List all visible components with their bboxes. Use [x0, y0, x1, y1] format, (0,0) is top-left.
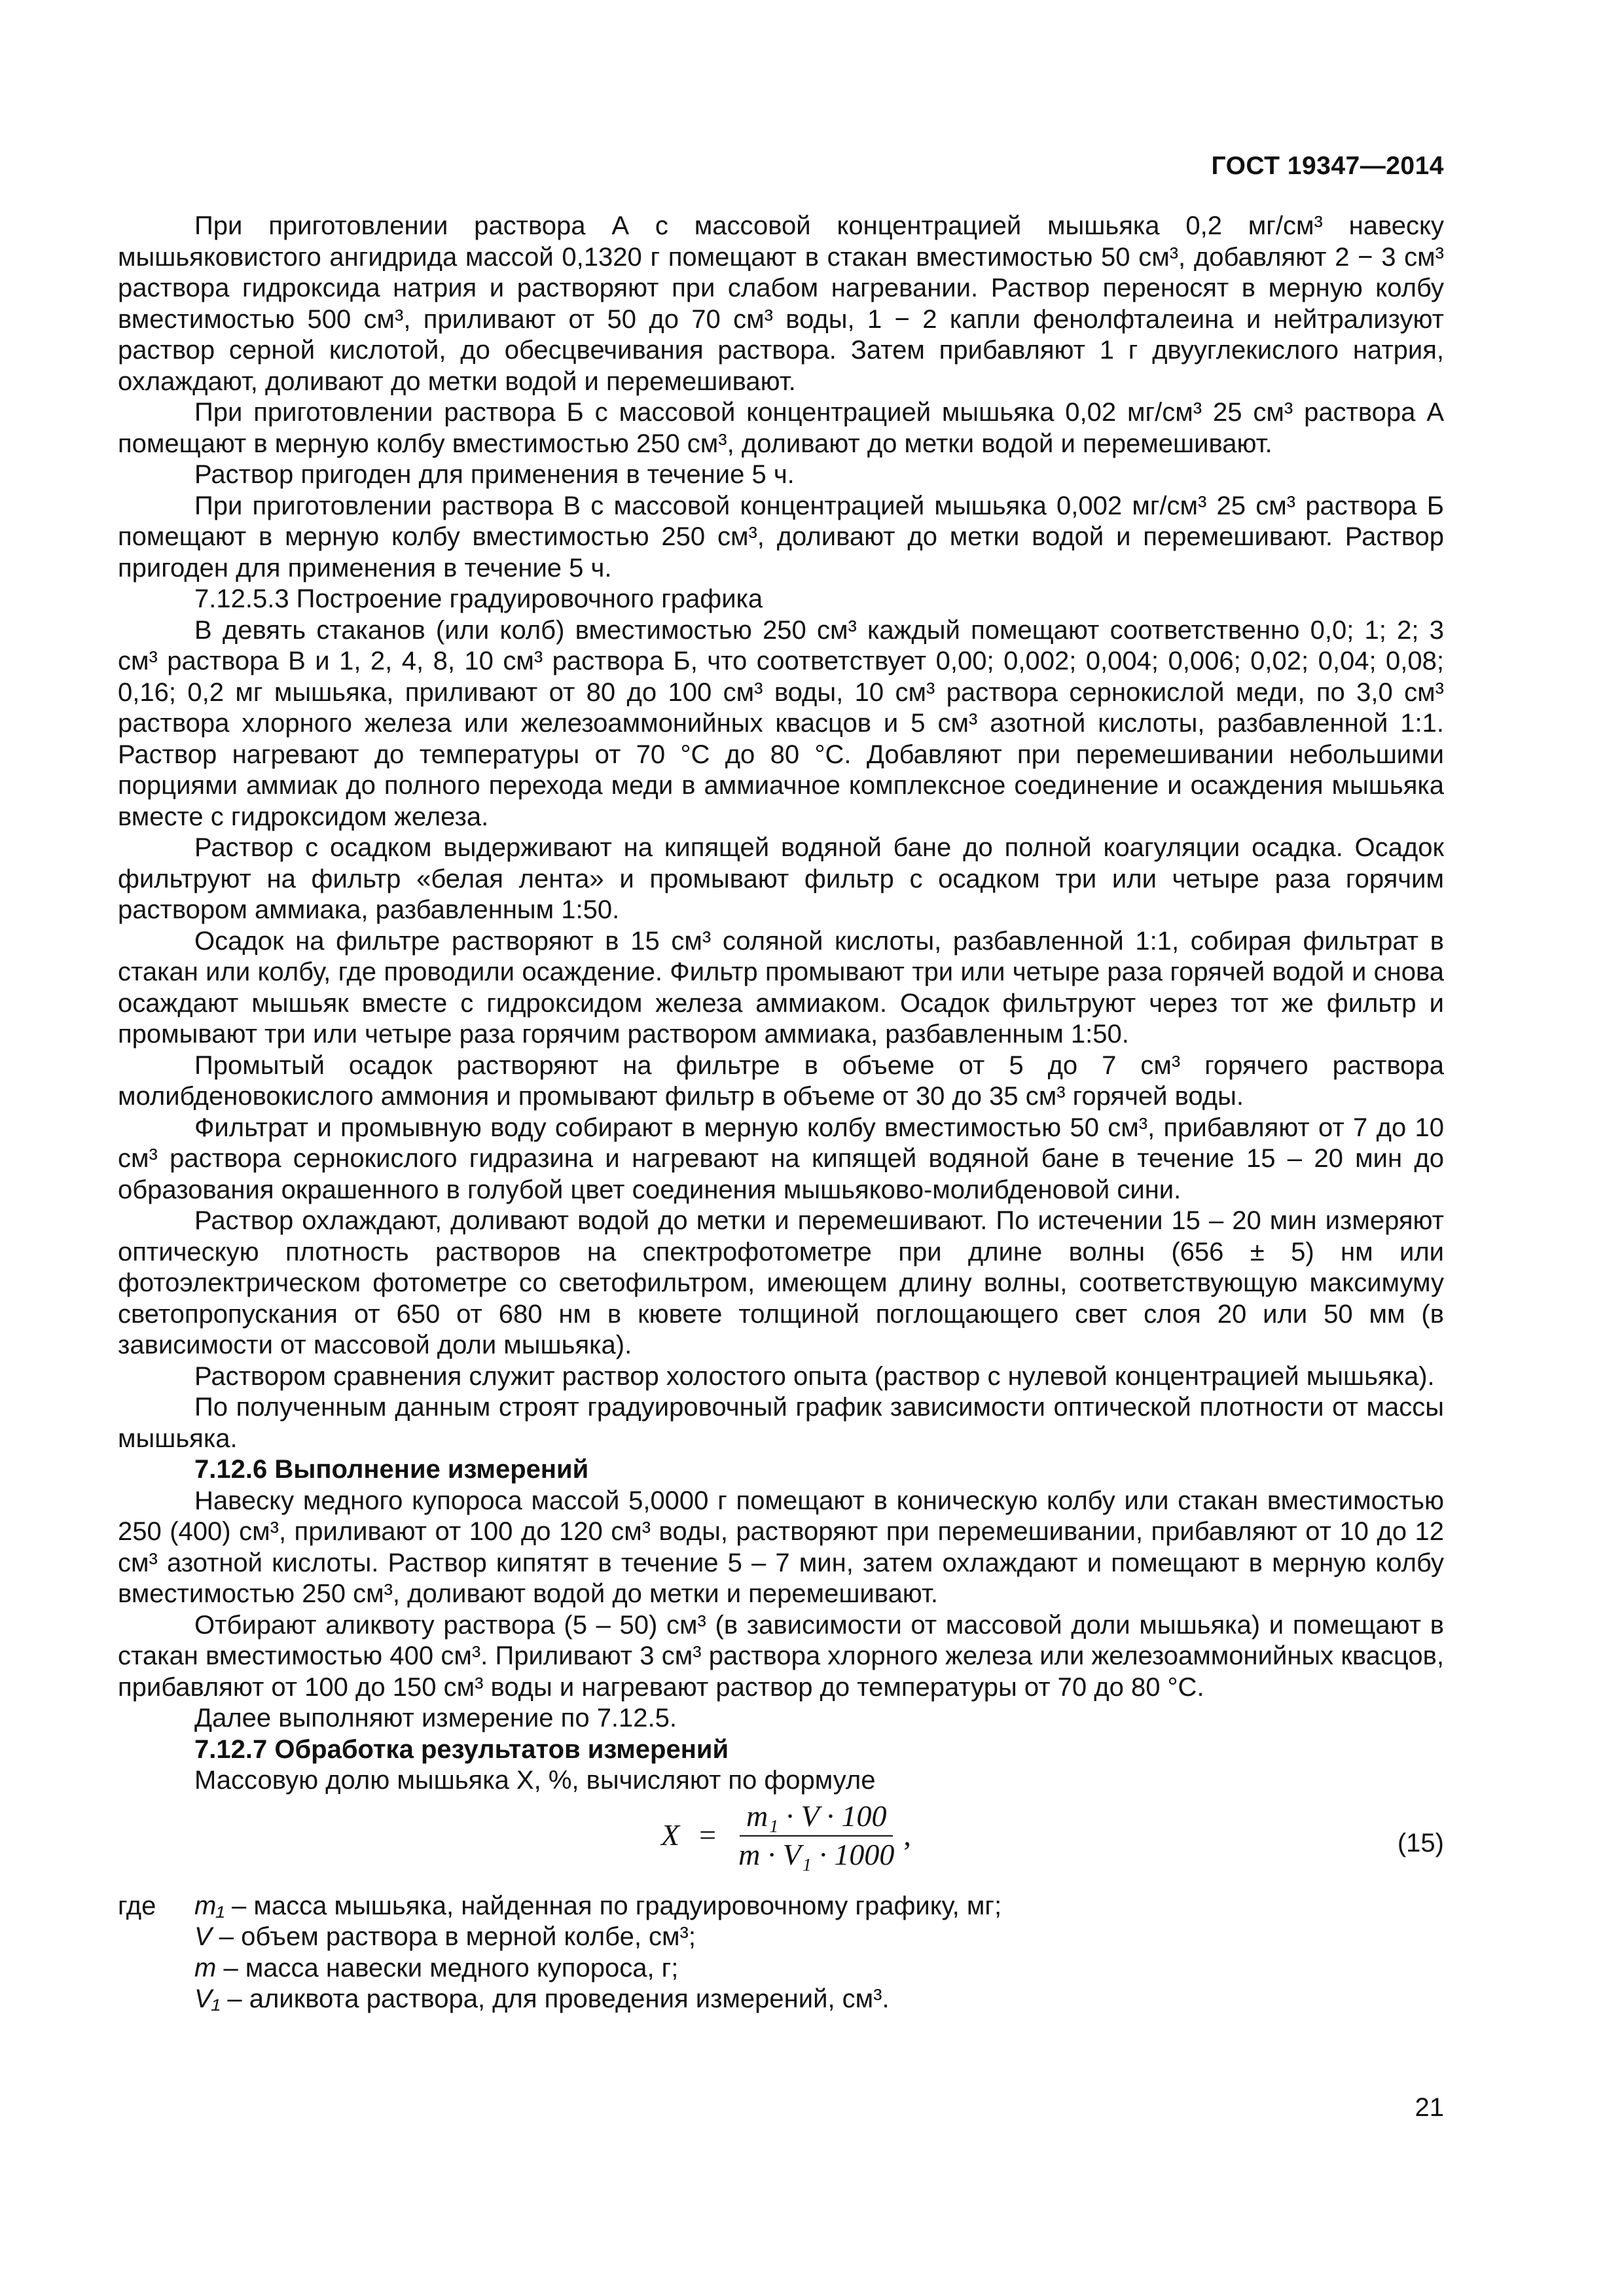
definition-row — [118, 1953, 1444, 1984]
section-heading-measurements: 7.12.6 Выполнение измерений — [194, 1455, 589, 1484]
definition-symbol: m — [194, 1953, 217, 1982]
definition-text: – масса навески медного купороса, г; — [216, 1953, 679, 1982]
paragraph: Осадок на фильтре растворяют в 15 см³ соляной кислоты, разбавленной 1:1, собирая фильтрат в стакан или колбу, где проводили осаждение. Фильтр промывают три или четыре раза горячей водой и снова осаждают мышьяк вместе с гидроксидом железа аммиаком. Осадок фильтруют через тот же фильтр и промывают три или четыре раза горячим раствором аммиака, разбавленным 1:50. — [118, 926, 1444, 1049]
paragraph: Фильтрат и промывную воду собирают в мерную колбу вместимостью 50 см³, прибавляют от 7 до 10 см³ раствора сернокислого гидразина и нагревают на кипящей водяной бане в течение 15 – 20 мин до образования окрашенного в голубой цвет соединения мышьяково-молибденовой сини. — [118, 1113, 1444, 1204]
paragraph: Промытый осадок растворяют на фильтре в объеме от 5 до 7 см³ горячего раствора молибденовокислого аммония и промывают фильтр в объеме от 30 до 35 см³ горячей воды. — [118, 1050, 1444, 1111]
paragraph: При приготовлении раствора А с массовой концентрацией мышьяка 0,2 мг/см³ навеску мышьяковистого ангидрида массой 0,1320 г помещают в стакан вместимостью 50 см³, добавляют 2 − 3 см³ раствора гидроксида натрия и растворяют при слабом нагревании. Раствор переносят в мерную колбу вместимостью 500 см³, приливают от 50 до 70 см³ воды, 1 − 2 капли фенолфталеина и нейтрализуют раствор серной кислотой, до обесцвечивания раствора. Затем прибавляют 1 г двууглекислого натрия, охлаждают, доливают до метки водой и перемешивают. — [118, 211, 1444, 396]
paragraph: Раствор с осадком выдерживают на кипящей водяной бане до полной коагуляции осадка. Осадок фильтруют на фильтр «белая лента» и промывают фильтр с осадком три или четыре раза горячим раствором аммиака, разбавленным 1:50. — [118, 833, 1444, 924]
page-number: 21 — [1415, 2093, 1444, 2122]
document-body — [118, 211, 1444, 2015]
formula-lhs: X — [661, 1818, 680, 1852]
where-label: где — [118, 1891, 156, 1920]
paragraph: По полученным данным строят градуировочный график зависимости оптической плотности от массы мышьяка. — [118, 1393, 1444, 1453]
formula-denominator: m · V₁ · 1000 — [738, 1838, 895, 1871]
paragraph: Раствором сравнения служит раствор холостого опыта (раствор с нулевой концентрацией мышьяка). — [194, 1361, 1435, 1391]
definition-symbol: V — [194, 1922, 212, 1951]
symbol-definitions — [118, 1891, 1444, 2015]
definition-symbol: m₁ — [194, 1891, 225, 1920]
paragraph: Раствор пригоден для применения в течение 5 ч. — [194, 460, 795, 489]
definition-row — [118, 1984, 1444, 2015]
formula-numerator: m₁ · V · 100 — [740, 1801, 893, 1837]
paragraph: При приготовлении раствора Б с массовой концентрацией мышьяка 0,02 мг/см³ 25 см³ раствора А помещают в мерную колбу вместимостью 250 см³, доливают до метки водой и перемешивают. — [118, 398, 1444, 458]
subsection-title: 7.12.5.3 Построение градуировочного графика — [194, 584, 763, 613]
paragraph: Навеску медного купороса массой 5,0000 г помещают в коническую колбу или стакан вместимостью 250 (400) см³, приливают от 100 до 120 см³ воды, растворяют при перемешивании, прибавляют от 10 до 12 см³ азотной кислоты. Раствор кипятят в течение 5 – 7 мин, затем охлаждают и помещают в мерную колбу вместимостью 250 см³, доливают водой до метки и перемешивают. — [118, 1486, 1444, 1608]
definition-text: – аликвота раствора, для проведения измерений, см³. — [220, 1984, 890, 2013]
formula-equals: = — [699, 1818, 717, 1852]
paragraph: Раствор охлаждают, доливают водой до метки и перемешивают. По истечении 15 – 20 мин измеряют оптическую плотность растворов на спектрофотометре при длине волны (656 ± 5) нм или фотоэлектрическом фотометре со светофильтром, имеющем длину волны, соответствующую максимуму светопропускания от 650 от 680 нм в кювете толщиной поглощающего свет слоя 20 или 50 мм (в зависимости от массовой доли мышьяка). — [118, 1206, 1444, 1359]
formula-comma: , — [903, 1818, 911, 1852]
paragraph: При приготовлении раствора В с массовой концентрацией мышьяка 0,002 мг/см³ 25 см³ раствора Б помещают в мерную колбу вместимостью 250 см³, доливают до метки водой и перемешивают. Раствор пригоден для применения в течение 5 ч. — [118, 491, 1444, 583]
formula-fraction — [732, 1801, 901, 1871]
standard-header: ГОСТ 19347—2014 — [1211, 152, 1444, 180]
formula — [661, 1801, 911, 1871]
formula-intro: Массовую долю мышьяка X, %, вычисляют по формуле — [194, 1766, 876, 1795]
definition-text: – масса мышьяка, найденная по градуировочному графику, мг; — [224, 1891, 1002, 1920]
paragraph: В девять стаканов (или колб) вместимостью 250 см³ каждый помещают соответственно 0,0; 1; 2; 3 см³ раствора В и 1, 2, 4, 8, 10 см³ раствора Б, что соответствует 0,00; 0,002; 0,004; 0,006; 0,02; 0,04; 0,08; 0,16; 0,2 мг мышьяка, приливают от 80 до 100 см³ воды, 10 см³ раствора сернокислой меди, по 3,0 см³ раствора хлорного железа или железоаммонийных квасцов и 5 см³ азотной кислоты, разбавленной 1:1. Раствор нагревают до температуры от 70 °С до 80 °С. Добавляют при перемешивании небольшими порциями аммиак до полного перехода меди в аммиачное комплексное соединение и осаждения мышьяка вместе с гидроксидом железа. — [118, 615, 1444, 831]
definition-text: – объем раствора в мерной колбе, см³; — [211, 1922, 696, 1951]
formula-number: (15) — [1397, 1828, 1444, 1857]
paragraph: Далее выполняют измерение по 7.12.5. — [194, 1704, 677, 1732]
definition-row — [118, 1891, 1444, 1922]
section-heading-results: 7.12.7 Обработка результатов измерений — [194, 1734, 729, 1764]
definition-symbol: V₁ — [194, 1984, 221, 2013]
formula-block — [118, 1799, 1444, 1891]
paragraph: Отбирают аликвоту раствора (5 – 50) см³ (в зависимости от массовой доли мышьяка) и помещают в стакан вместимостью 400 см³. Приливают 3 см³ раствора хлорного железа или железоаммонийных квасцов, прибавляют от 100 до 150 см³ воды и нагревают раствор до температуры от 70 до 80 °С. — [118, 1610, 1444, 1702]
definition-row — [118, 1922, 1444, 1953]
